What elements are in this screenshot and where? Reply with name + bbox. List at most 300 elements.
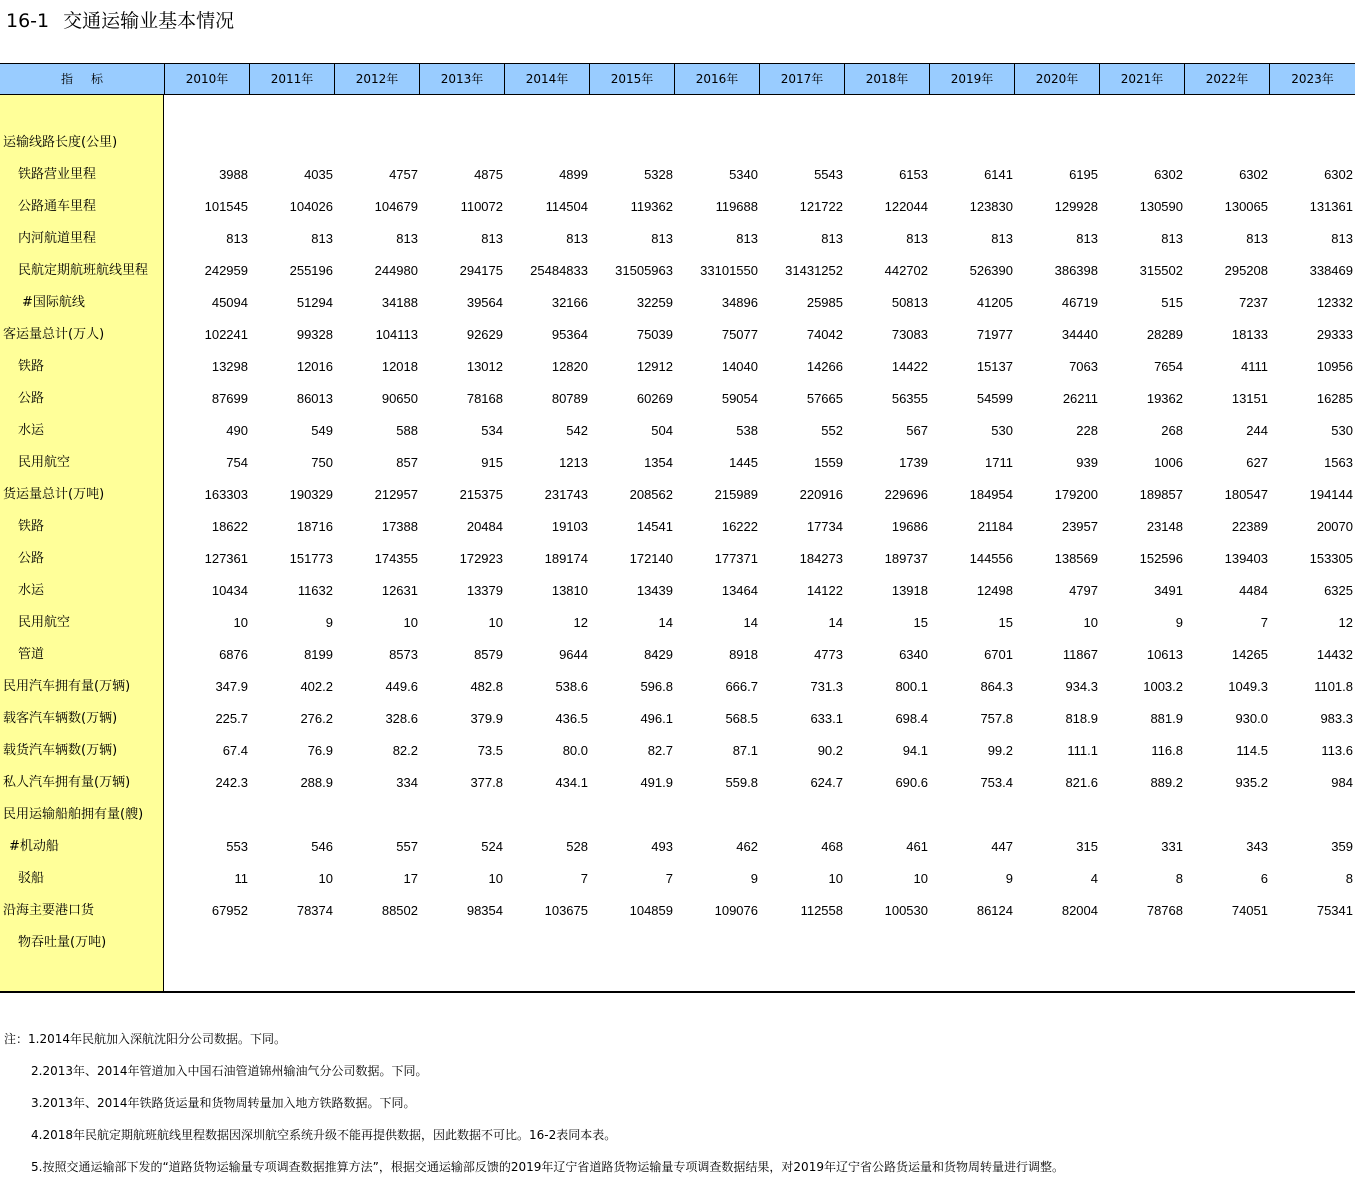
table-cell: 45094 [211, 295, 248, 310]
table-cell: 189174 [544, 551, 588, 566]
table-cell: 189737 [884, 551, 928, 566]
table-cell: 552 [821, 423, 843, 438]
table-cell: 87699 [211, 391, 248, 406]
table-cell: 6302 [1239, 167, 1268, 182]
table-cell: 99328 [296, 327, 333, 342]
page-title [6, 6, 234, 33]
table-cell: 14266 [806, 359, 843, 374]
table-cell: 208562 [629, 487, 673, 502]
table-cell: 447 [991, 839, 1013, 854]
table-cell: 462 [736, 839, 758, 854]
table-cell: 101545 [204, 199, 248, 214]
table-cell: 78374 [296, 903, 333, 918]
table-cell: 59054 [721, 391, 758, 406]
table-cell: 95364 [551, 327, 588, 342]
row-label: 载货汽车辆数(万辆) [3, 743, 118, 758]
table-cell: 295208 [1224, 263, 1268, 278]
table-cell: 130590 [1139, 199, 1183, 214]
table-cell: 11632 [297, 583, 333, 598]
table-cell: 10 [488, 615, 503, 630]
table-cell: 4899 [559, 167, 588, 182]
table-cell: 1711 [985, 455, 1013, 470]
footnote: 注：1.2014年民航加入深航沈阳分公司数据。下同。 [4, 1032, 286, 1046]
table-cell: 9 [1005, 871, 1013, 886]
table-cell: 121722 [799, 199, 843, 214]
table-cell: 82.2 [392, 743, 418, 758]
table-row [0, 319, 1355, 351]
table-cell: 596.8 [640, 679, 673, 694]
table-cell: 14122 [806, 583, 843, 598]
table-cell: 75341 [1316, 903, 1353, 918]
table-row [0, 639, 1355, 671]
table-cell: 152596 [1139, 551, 1183, 566]
table-cell: 468 [821, 839, 843, 854]
table-cell: 111.1 [1067, 743, 1098, 758]
table-cell: 54599 [976, 391, 1013, 406]
table-cell: 4111 [1241, 359, 1268, 374]
table-cell: 8 [1345, 871, 1353, 886]
table-cell: 12016 [296, 359, 333, 374]
footnote: 3.2013年、2014年铁路货运量和货物周转量加入地方铁路数据。下同。 [31, 1096, 416, 1110]
table-cell: 983.3 [1320, 711, 1353, 726]
header-year: 2020年 [1014, 64, 1099, 94]
table-cell: 12018 [381, 359, 418, 374]
table-cell: 559.8 [725, 775, 758, 790]
table-cell: 92629 [466, 327, 503, 342]
row-label: 民用运输船舶拥有量(艘) [3, 807, 144, 822]
table-row [0, 831, 1355, 863]
table-cell: 338469 [1309, 263, 1353, 278]
table-cell: 244 [1246, 423, 1268, 438]
row-label: 公路 [18, 391, 45, 406]
table-cell: 78768 [1146, 903, 1183, 918]
table-cell: 294175 [459, 263, 503, 278]
table-row [0, 799, 1355, 831]
table-cell: 39564 [466, 295, 503, 310]
table-cell: 74051 [1231, 903, 1268, 918]
table-cell: 56355 [891, 391, 928, 406]
table-cell: 104026 [289, 199, 333, 214]
table-cell: 80.0 [562, 743, 588, 758]
table-cell: 15137 [976, 359, 1013, 374]
table-cell: 359 [1331, 839, 1353, 854]
table-cell: 461 [906, 839, 928, 854]
table-cell: 1739 [899, 455, 928, 470]
table-cell: 386398 [1054, 263, 1098, 278]
header-year: 2011年 [249, 64, 334, 94]
table-cell: 28289 [1146, 327, 1183, 342]
table-cell: 23957 [1061, 519, 1098, 534]
row-label: 载客汽车辆数(万辆) [3, 711, 118, 726]
table-cell: 1003.2 [1143, 679, 1183, 694]
table-row [0, 479, 1355, 511]
table-cell: 10 [318, 871, 333, 886]
table-cell: 139403 [1224, 551, 1268, 566]
table-cell: 82004 [1061, 903, 1098, 918]
table-cell: 7237 [1239, 295, 1268, 310]
table-cell: 10 [913, 871, 928, 886]
row-label: 民用汽车拥有量(万辆) [3, 679, 131, 694]
table-cell: 151773 [289, 551, 333, 566]
table-cell: 5328 [644, 167, 673, 182]
table-cell: 627 [1246, 455, 1268, 470]
table-cell: 6701 [984, 647, 1013, 662]
table-row [0, 575, 1355, 607]
table-cell: 334 [396, 775, 418, 790]
table-cell: 9 [1175, 615, 1183, 630]
table-cell: 813 [566, 231, 588, 246]
table-cell: 268 [1161, 423, 1183, 438]
table-cell: 377.8 [470, 775, 503, 790]
table-cell: 935.2 [1235, 775, 1268, 790]
table-cell: 74042 [806, 327, 843, 342]
table-cell: 114504 [545, 199, 588, 214]
table-row [0, 447, 1355, 479]
header-year: 2015年 [589, 64, 674, 94]
table-cell: 119362 [630, 199, 673, 214]
table-cell: 172140 [629, 551, 673, 566]
table-cell: 864.3 [980, 679, 1013, 694]
table-cell: 86124 [976, 903, 1013, 918]
table-cell: 6876 [219, 647, 248, 662]
table-cell: 821.6 [1065, 775, 1098, 790]
table-cell: 14 [828, 615, 843, 630]
header-year: 2013年 [419, 64, 504, 94]
table-row [0, 287, 1355, 319]
table-cell: 119688 [715, 199, 758, 214]
table-cell: 526390 [969, 263, 1013, 278]
table-cell: 4484 [1239, 583, 1268, 598]
table-row [0, 415, 1355, 447]
table-cell: 939 [1076, 455, 1098, 470]
table-cell: 100530 [884, 903, 928, 918]
table-cell: 6302 [1154, 167, 1183, 182]
table-cell: 212957 [374, 487, 418, 502]
table-cell: 434.1 [555, 775, 588, 790]
table-cell: 73083 [891, 327, 928, 342]
table-cell: 129928 [1054, 199, 1098, 214]
table-cell: 51294 [296, 295, 333, 310]
table-cell: 379.9 [470, 711, 503, 726]
table-row [0, 767, 1355, 799]
table-cell: 18622 [211, 519, 248, 534]
table-cell: 99.2 [987, 743, 1013, 758]
table-cell: 889.2 [1150, 775, 1183, 790]
table-cell: 60269 [636, 391, 673, 406]
table-cell: 104679 [374, 199, 418, 214]
table-cell: 138569 [1054, 551, 1098, 566]
table-cell: 112558 [800, 903, 843, 918]
table-cell: 31431252 [785, 263, 843, 278]
table-cell: 13151 [1231, 391, 1268, 406]
table-cell: 553 [226, 839, 248, 854]
table-cell: 190329 [289, 487, 333, 502]
table-cell: 1445 [729, 455, 758, 470]
table-cell: 14432 [1316, 647, 1353, 662]
table-cell: 14265 [1231, 647, 1268, 662]
table-cell: 179200 [1054, 487, 1098, 502]
table-cell: 10956 [1316, 359, 1353, 374]
table-cell: 7 [1260, 615, 1268, 630]
table-cell: 690.6 [895, 775, 928, 790]
row-label: 水运 [18, 423, 45, 438]
table-cell: 32259 [636, 295, 673, 310]
table-cell: 225.7 [215, 711, 248, 726]
table-cell: 315502 [1139, 263, 1183, 278]
table-cell: 6195 [1069, 167, 1098, 182]
table-cell: 6 [1260, 871, 1268, 886]
table-cell: 813 [906, 231, 928, 246]
table-row [0, 383, 1355, 415]
table-cell: 534 [481, 423, 503, 438]
table-cell: 153305 [1309, 551, 1353, 566]
table-cell: 104113 [375, 327, 418, 342]
table-cell: 482.8 [470, 679, 503, 694]
row-label: 沿海主要港口货 [3, 903, 95, 918]
table-cell: 87.1 [732, 743, 758, 758]
table-cell: 800.1 [895, 679, 928, 694]
table-cell: 144556 [969, 551, 1013, 566]
table-cell: 930.0 [1235, 711, 1268, 726]
table-cell: 813 [481, 231, 503, 246]
table-cell: 857 [396, 455, 418, 470]
table-cell: 813 [226, 231, 248, 246]
table-cell: 75077 [721, 327, 758, 342]
table-cell: 813 [821, 231, 843, 246]
table-cell: 515 [1161, 295, 1183, 310]
table-cell: 41205 [976, 295, 1013, 310]
table-cell: 6141 [984, 167, 1013, 182]
table-cell: 76.9 [307, 743, 333, 758]
row-label: 客运量总计(万人) [3, 327, 105, 342]
table-cell: 19362 [1146, 391, 1183, 406]
table-cell: 8 [1175, 871, 1183, 886]
table-cell: 67952 [211, 903, 248, 918]
table-cell: 813 [1076, 231, 1098, 246]
header-year: 2019年 [929, 64, 1014, 94]
table-row [0, 511, 1355, 543]
table-cell: 104859 [629, 903, 673, 918]
table-cell: 13464 [721, 583, 758, 598]
table-row [0, 895, 1355, 927]
table-cell: 220916 [799, 487, 843, 502]
row-label: 公路通车里程 [18, 199, 97, 214]
table-cell: 130065 [1224, 199, 1268, 214]
table-cell: 538 [736, 423, 758, 438]
table-cell: 10 [403, 615, 418, 630]
table-cell: 102241 [204, 327, 248, 342]
table-cell: 78168 [466, 391, 503, 406]
row-label: 水运 [18, 583, 45, 598]
table-row [0, 735, 1355, 767]
table-cell: 5543 [814, 167, 843, 182]
table-cell: 934.3 [1065, 679, 1098, 694]
table-cell: 538.6 [555, 679, 588, 694]
table-cell: 33101550 [700, 263, 758, 278]
table-cell: 813 [396, 231, 418, 246]
table-row [0, 223, 1355, 255]
table-cell: 82.7 [647, 743, 673, 758]
table-cell: 1563 [1324, 455, 1353, 470]
table-cell: 347.9 [215, 679, 248, 694]
footnote: 2.2013年、2014年管道加入中国石油管道锦州输油气分公司数据。下同。 [31, 1064, 428, 1078]
row-label: 驳船 [18, 871, 45, 886]
table-cell: 754 [226, 455, 248, 470]
table-cell: 343 [1246, 839, 1268, 854]
row-label: 民用航空 [18, 615, 71, 630]
row-label: 货运量总计(万吨) [3, 487, 105, 502]
table-cell: 57665 [806, 391, 843, 406]
table-cell: 436.5 [555, 711, 588, 726]
table-cell: 813 [1161, 231, 1183, 246]
table-cell: 9644 [559, 647, 588, 662]
table-row [0, 927, 1355, 959]
table-cell: 4757 [389, 167, 418, 182]
header-year: 2018年 [844, 64, 929, 94]
table-cell: 12 [1338, 615, 1353, 630]
table-cell: 14040 [721, 359, 758, 374]
table-cell: 633.1 [810, 711, 843, 726]
row-label: 内河航道里程 [18, 231, 97, 246]
row-label: 私人汽车拥有量(万辆) [3, 775, 131, 790]
table-cell: 12 [573, 615, 588, 630]
row-label: 运输线路长度(公里) [3, 135, 118, 150]
table-cell: 116.8 [1151, 743, 1183, 758]
table-cell: 113.6 [1321, 743, 1353, 758]
footnote: 5.按照交通运输部下发的“道路货物运输量专项调查数据推算方法”，根据交通运输部反馈的2019年辽宁省道路货物运输量专项调查数据结果，对2019年辽宁省公路货运量和货物周转量进行调整。 [31, 1160, 1064, 1174]
table-cell: 127361 [204, 551, 248, 566]
row-label: #机动船 [9, 839, 59, 854]
table-cell: 528 [566, 839, 588, 854]
table-cell: 32166 [551, 295, 588, 310]
table-cell: 10434 [211, 583, 248, 598]
table-cell: 13439 [636, 583, 673, 598]
table-row [0, 671, 1355, 703]
row-label: 民用航空 [18, 455, 71, 470]
table-cell: 524 [481, 839, 503, 854]
table-cell: 557 [396, 839, 418, 854]
table-cell: 98354 [466, 903, 503, 918]
table-cell: 16285 [1316, 391, 1353, 406]
table-cell: 242.3 [215, 775, 248, 790]
table-cell: 13810 [551, 583, 588, 598]
table-row [0, 607, 1355, 639]
table-cell: 14541 [636, 519, 673, 534]
table-cell: 25985 [806, 295, 843, 310]
table-cell: 5340 [729, 167, 758, 182]
table-cell: 8918 [729, 647, 758, 662]
table-cell: 8579 [474, 647, 503, 662]
table-cell: 25484833 [530, 263, 588, 278]
table-cell: 6340 [899, 647, 928, 662]
table-cell: 567 [906, 423, 928, 438]
table-cell: 881.9 [1150, 711, 1183, 726]
table-cell: 493 [651, 839, 673, 854]
table-cell: 813 [311, 231, 333, 246]
table-cell: 3988 [219, 167, 248, 182]
table-cell: 10 [828, 871, 843, 886]
table-cell: 20070 [1316, 519, 1353, 534]
table-cell: 15 [913, 615, 928, 630]
table-cell: 16222 [721, 519, 758, 534]
table-cell: 546 [311, 839, 333, 854]
table-cell: 449.6 [385, 679, 418, 694]
table-cell: 12912 [636, 359, 673, 374]
table-cell: 750 [311, 455, 333, 470]
table-row [0, 351, 1355, 383]
table-cell: 71977 [976, 327, 1013, 342]
table-cell: 402.2 [300, 679, 333, 694]
table-cell: 177371 [714, 551, 758, 566]
row-label: 管道 [18, 647, 45, 662]
table-cell: 21184 [977, 519, 1013, 534]
table-cell: 491.9 [640, 775, 673, 790]
table-cell: 17734 [806, 519, 843, 534]
table-cell: 698.4 [895, 711, 928, 726]
table-cell: 818.9 [1065, 711, 1098, 726]
table-cell: 88502 [381, 903, 418, 918]
table-cell: 10 [233, 615, 248, 630]
table-cell: 73.5 [477, 743, 503, 758]
table-cell: 20484 [466, 519, 503, 534]
table-cell: 757.8 [980, 711, 1013, 726]
table-row [0, 703, 1355, 735]
table-cell: 180547 [1224, 487, 1268, 502]
table-cell: 123830 [969, 199, 1013, 214]
table-title: 交通运输业基本情况 [63, 10, 235, 32]
table-cell: 8573 [389, 647, 418, 662]
table-cell: 6325 [1324, 583, 1353, 598]
table-cell: 984 [1331, 775, 1353, 790]
table-cell: 80789 [551, 391, 588, 406]
table-row [0, 159, 1355, 191]
table-cell: 19686 [891, 519, 928, 534]
header-year: 2010年 [164, 64, 249, 94]
table-cell: 172923 [459, 551, 503, 566]
table-header [0, 63, 1355, 95]
table-row [0, 863, 1355, 895]
table-cell: 4035 [304, 167, 333, 182]
table-cell: 1101.8 [1314, 679, 1353, 694]
table-cell: 813 [736, 231, 758, 246]
table-cell: 14 [743, 615, 758, 630]
table-cell: 6153 [899, 167, 928, 182]
table-cell: 23148 [1146, 519, 1183, 534]
table-cell: 12631 [381, 583, 418, 598]
table-cell: 315 [1076, 839, 1098, 854]
table-cell: 17 [403, 871, 418, 886]
table-cell: 7654 [1154, 359, 1183, 374]
table-cell: 666.7 [725, 679, 758, 694]
table-cell: 12498 [976, 583, 1013, 598]
row-label: 公路 [18, 551, 45, 566]
table-cell: 244980 [374, 263, 418, 278]
table-cell: 215989 [714, 487, 758, 502]
table-cell: 8199 [304, 647, 333, 662]
table-cell: 813 [651, 231, 673, 246]
table-cell: 1354 [644, 455, 673, 470]
table-cell: 4875 [474, 167, 503, 182]
table-cell: 184273 [799, 551, 843, 566]
table-cell: 131361 [1309, 199, 1353, 214]
table-cell: 4773 [814, 647, 843, 662]
table-cell: 530 [991, 423, 1013, 438]
table-cell: 624.7 [810, 775, 843, 790]
table-cell: 18133 [1231, 327, 1268, 342]
table-cell: 496.1 [640, 711, 673, 726]
table-cell: 228 [1076, 423, 1098, 438]
table-cell: 1559 [814, 455, 843, 470]
